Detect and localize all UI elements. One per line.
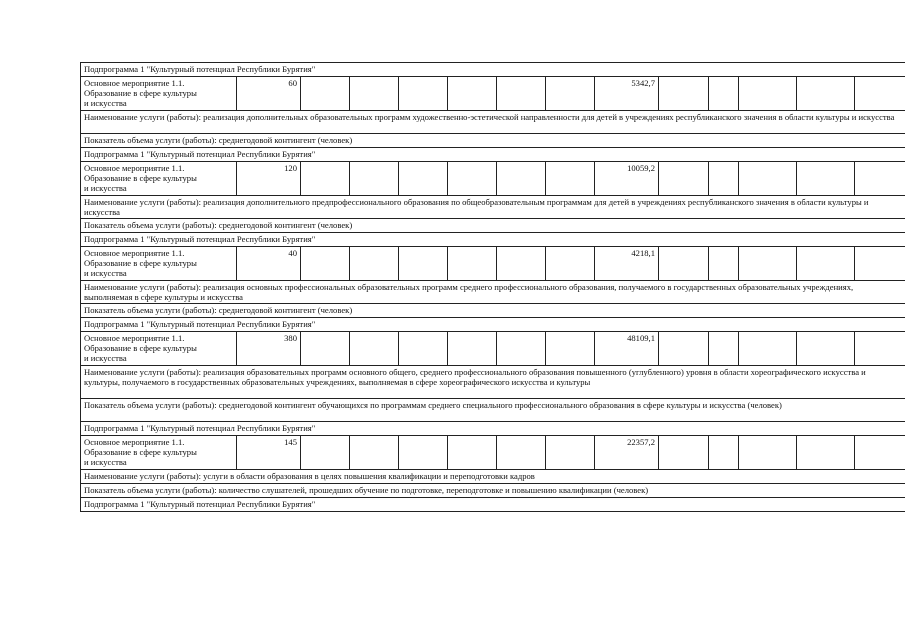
empty-cell [497,247,546,281]
service-name-row [81,111,905,134]
empty-cell [497,436,546,470]
empty-cell [659,332,709,366]
service-name-row [81,281,905,304]
empty-cell [448,162,497,196]
measure-row [81,332,905,366]
subprogram-cell: Подпрограмма 1 "Культурный потенциал Республики Бурятия" [81,63,905,77]
empty-cell [739,332,797,366]
empty-cell [399,332,448,366]
empty-cell [546,77,595,111]
measure-name-cell: Основное мероприятие 1.1. Образование в сфере культуры и искусства [81,436,237,470]
empty-cell [546,247,595,281]
measure-row [81,247,905,281]
program-table [80,62,905,512]
amount-cell: 4218,1 [595,247,659,281]
empty-cell [350,436,399,470]
subprogram-cell: Подпрограмма 1 "Культурный потенциал Республики Бурятия" [81,318,905,332]
subprogram-row [81,63,905,77]
empty-cell [739,436,797,470]
service-name-row [81,196,905,219]
amount-cell: 22357,2 [595,436,659,470]
quantity-cell: 120 [237,162,301,196]
empty-cell [855,77,905,111]
subprogram-row [81,498,905,512]
measure-name-cell: Основное мероприятие 1.1. Образование в сфере культуры и искусства [81,162,237,196]
empty-cell [797,247,855,281]
empty-cell [301,332,350,366]
measure-name-cell: Основное мероприятие 1.1. Образование в сфере культуры и искусства [81,332,237,366]
quantity-cell: 60 [237,77,301,111]
quantity-cell: 40 [237,247,301,281]
empty-cell [350,162,399,196]
subprogram-row [81,422,905,436]
quantity-cell: 380 [237,332,301,366]
empty-cell [659,162,709,196]
service-name-cell: Наименование услуги (работы): реализация основных профессиональных образовательных программ среднего профессионального образования, получаемого в государственных образовательных учреждениях, выполняемая в сфере культуры и искусства [81,281,905,304]
measure-name-cell: Основное мероприятие 1.1. Образование в сфере культуры и искусства [81,247,237,281]
volume-indicator-cell: Показатель объема услуги (работы): среднегодовой контингент обучающихся по программам среднего специального профессионального образования в сфере культуры и искусства (человек) [81,399,905,422]
empty-cell [709,77,739,111]
empty-cell [546,162,595,196]
subprogram-row [81,233,905,247]
service-name-cell: Наименование услуги (работы): реализация дополнительного предпрофессионального образования по общеобразовательным программам для детей в учреждениях республиканского значения в области культуры и искусства [81,196,905,219]
table-body [81,63,905,512]
empty-cell [399,77,448,111]
empty-cell [350,332,399,366]
volume-indicator-row [81,219,905,233]
empty-cell [497,332,546,366]
empty-cell [448,247,497,281]
subprogram-row [81,318,905,332]
measure-row [81,162,905,196]
amount-cell: 48109,1 [595,332,659,366]
empty-cell [497,162,546,196]
service-name-cell: Наименование услуги (работы): реализация дополнительных образовательных программ художественно-эстетической направленности для детей в учреждениях республиканского значения в области культуры и искусства [81,111,905,134]
volume-indicator-cell: Показатель объема услуги (работы): среднегодовой контингент (человек) [81,134,905,148]
empty-cell [497,77,546,111]
measure-row [81,436,905,470]
empty-cell [301,162,350,196]
amount-cell: 5342,7 [595,77,659,111]
empty-cell [399,247,448,281]
empty-cell [739,162,797,196]
empty-cell [301,77,350,111]
empty-cell [855,436,905,470]
empty-cell [659,77,709,111]
empty-cell [709,162,739,196]
empty-cell [855,332,905,366]
service-name-row [81,470,905,484]
subprogram-cell: Подпрограмма 1 "Культурный потенциал Республики Бурятия" [81,498,905,512]
measure-name-cell: Основное мероприятие 1.1. Образование в сфере культуры и искусства [81,77,237,111]
empty-cell [659,247,709,281]
volume-indicator-row [81,484,905,498]
service-name-cell: Наименование услуги (работы): услуги в области образования в целях повышения квалификации и переподготовки кадров [81,470,905,484]
empty-cell [855,162,905,196]
service-name-row [81,366,905,399]
empty-cell [301,247,350,281]
subprogram-row [81,148,905,162]
empty-cell [797,77,855,111]
quantity-cell: 145 [237,436,301,470]
empty-cell [709,332,739,366]
empty-cell [709,436,739,470]
volume-indicator-cell: Показатель объема услуги (работы): среднегодовой контингент (человек) [81,219,905,233]
empty-cell [399,436,448,470]
empty-cell [546,332,595,366]
empty-cell [301,436,350,470]
empty-cell [399,162,448,196]
empty-cell [797,332,855,366]
empty-cell [797,162,855,196]
empty-cell [855,247,905,281]
empty-cell [448,332,497,366]
volume-indicator-row [81,134,905,148]
empty-cell [659,436,709,470]
empty-cell [739,77,797,111]
empty-cell [546,436,595,470]
subprogram-cell: Подпрограмма 1 "Культурный потенциал Республики Бурятия" [81,422,905,436]
empty-cell [797,436,855,470]
empty-cell [350,77,399,111]
empty-cell [448,77,497,111]
service-name-cell: Наименование услуги (работы): реализация образовательных программ основного общего, среднего профессионального образования повышенного (углубленного) уровня в области хореографического искусства и культуры, получаемого в государственных образовательных учреждениях, выполняемая в сфере хореографического искусства и культуры [81,366,905,399]
volume-indicator-row [81,399,905,422]
subprogram-cell: Подпрограмма 1 "Культурный потенциал Республики Бурятия" [81,233,905,247]
volume-indicator-cell: Показатель объема услуги (работы): среднегодовой контингент (человек) [81,304,905,318]
subprogram-cell: Подпрограмма 1 "Культурный потенциал Республики Бурятия" [81,148,905,162]
empty-cell [448,436,497,470]
volume-indicator-cell: Показатель объема услуги (работы): количество слушателей, прошедших обучение по подготовке, переподготовке и повышению квалификации (человек) [81,484,905,498]
amount-cell: 10059,2 [595,162,659,196]
empty-cell [709,247,739,281]
volume-indicator-row [81,304,905,318]
empty-cell [350,247,399,281]
empty-cell [739,247,797,281]
measure-row [81,77,905,111]
